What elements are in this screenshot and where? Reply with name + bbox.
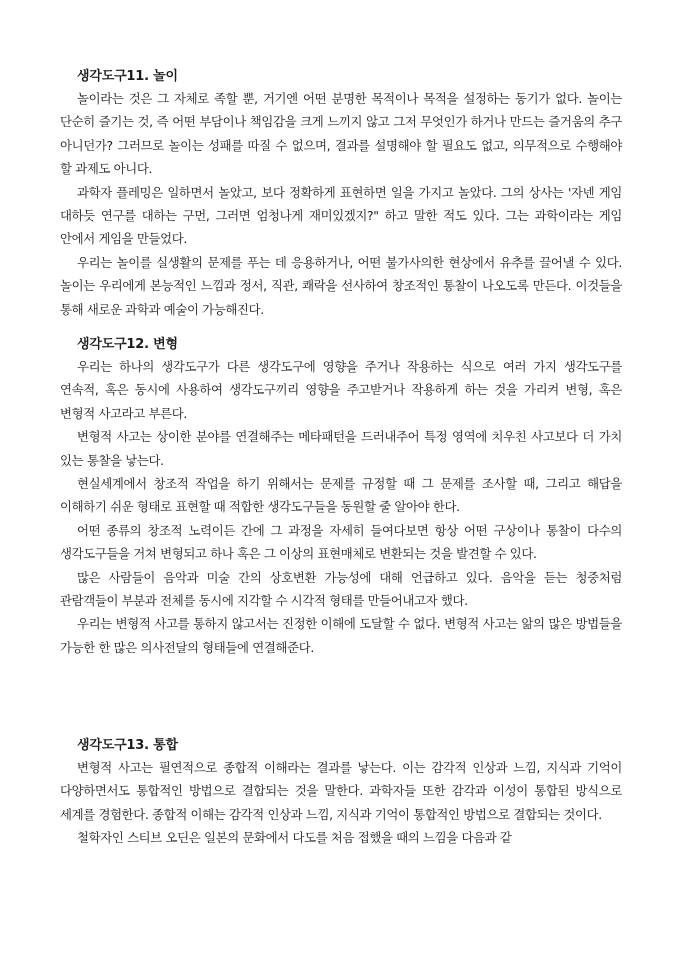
- section-integration: [60, 737, 622, 850]
- paragraph: 변형적 사고는 상이한 분야를 연결해주는 메타패턴을 드러내주어 특정 영역에 치우친 사고보다 더 가치 있는 통찰을 낳는다.: [60, 429, 622, 468]
- paragraph: 우리는 놀이를 실생활의 문제를 푸는 데 응용하거나, 어떤 불가사의한 현상에서 유추를 끌어낼 수 있다. 놀이는 우리에게 본능적인 느낌과 정서, 직관, 쾌락을 선사하여 창조적인 통찰이 나오도록 만든다. 이것들을 통해 새로운 과학과 예술이 가능해진다.: [60, 254, 622, 317]
- section-heading: 생각도구12. 변형: [77, 337, 178, 352]
- section-heading: 생각도구11. 놀이: [77, 69, 178, 84]
- section-heading: 생각도구13. 통합: [77, 738, 178, 753]
- section-transformation: [60, 336, 622, 659]
- paragraph: 우리는 변형적 사고를 통하지 않고서는 진정한 이해에 도달할 수 없다. 변형적 사고는 앎의 많은 방법들을 가능한 한 많은 의사전달의 형태들에 연결해준다.: [60, 616, 622, 655]
- paragraph: 변형적 사고는 필연적으로 종합적 이해라는 결과를 낳는다. 이는 감각적 인상과 느낌, 지식과 기억이 다양하면서도 통합적인 방법으로 결합되는 것을 말한다. 과학자들 또한 감각과 이성이 통합된 방식으로 세계를 경험한다. 종합적 이해는 감각적 인상과 느낌, 지식과 기억이 통합적인 방법으로 결합되는 것이다.: [60, 760, 622, 822]
- paragraph: 놀이라는 것은 그 자체로 족할 뿐, 거기엔 어떤 분명한 목적이나 목적을 설정하는 동기가 없다. 놀이는 단순히 즐기는 것, 즉 어떤 부담이나 책임감을 크게 느끼지 않고 그저 무엇인가 하거나 만드는 즐거움의 추구 아니던가? 그러므로 놀이는 성패를 따질 수 없으며, 결과를 설명해야 할 필요도 없고, 의무적으로 수행해야 할 과제도 아니다.: [60, 91, 622, 177]
- paragraph: 철학자인 스티브 오딘은 일본의 문화에서 다도를 처음 접했을 때의 느낌을 다음과 같: [77, 830, 512, 846]
- paragraph: 현실세계에서 창조적 작업을 하기 위해서는 문제를 규정할 때 그 문제를 조사할 때, 그리고 해답을 이해하기 쉬운 형태로 표현할 때 적합한 생각도구들을 동원할 줄 알아야 한다.: [60, 476, 622, 515]
- section-play: [60, 68, 622, 321]
- paragraph: 어떤 종류의 창조적 노력이든 간에 그 과정을 자세히 들여다보면 항상 어떤 구상이나 통찰이 다수의 생각도구들을 거쳐 변형되고 하나 혹은 그 이상의 표현매체로 변환되는 것을 발견할 수 있다.: [60, 522, 622, 562]
- paragraph: 많은 사람들이 음악과 미술 간의 상호변환 가능성에 대해 언급하고 있다. 음악을 듣는 청중처럼 관람객들이 부분과 전체를 동시에 지각할 수 시각적 형태를 만들어내고자 했다.: [60, 569, 622, 609]
- paragraph: 과학자 플레밍은 일하면서 놀았고, 보다 정확하게 표현하면 일을 가지고 놀았다. 그의 상사는 '자넨 게임 대하듯 연구를 대하는 구먼, 그러면 엄청나게 재미있겠지?" 하고 말한 적도 있다. 그는 과학이라는 게임 안에서 게임을 만들었다.: [60, 184, 622, 247]
- paragraph: 우리는 하나의 생각도구가 다른 생각도구에 영향을 주거나 작용하는 식으로 여러 가지 생각도구를 연속적, 혹은 동시에 사용하여 생각도구끼리 영향을 주고받거나 작용하게 하는 것을 가리켜 변형, 혹은 변형적 사고라고 부른다.: [60, 359, 622, 421]
